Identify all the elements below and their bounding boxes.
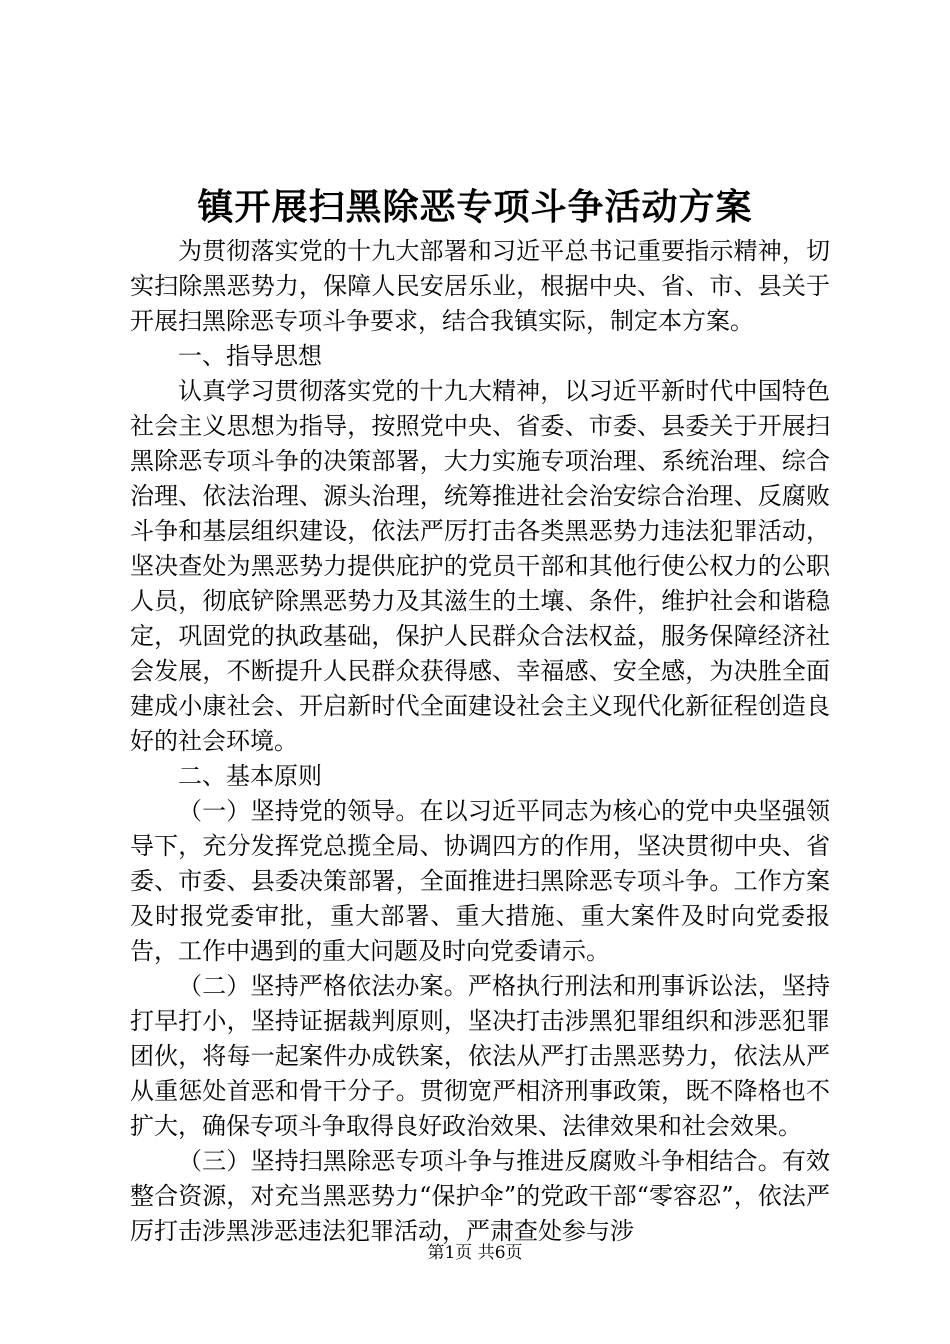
principle-paragraph-3: （三）坚持扫黑除恶专项斗争与推进反腐败斗争相结合。有效整合资源，对充当黑恶势力“保护伞”的党政干部“零容忍”，依法严厉打击涉黑涉恶违法犯罪活动，严肃查处参与涉 <box>130 1147 830 1245</box>
document-title: 镇开展扫黑除恶专项斗争活动方案 <box>197 186 753 228</box>
section-heading-guiding-ideology: 一、指导思想 <box>178 342 322 370</box>
section-heading-basic-principles: 二、基本原则 <box>178 762 322 790</box>
intro-paragraph: 为贯彻落实党的十九大部署和习近平总书记重要指示精神，切实扫除黑恶势力，保障人民安居乐业，根据中央、省、市、县关于开展扫黑除恶专项斗争要求，结合我镇实际，制定本方案。 <box>130 237 830 335</box>
guiding-ideology-paragraph: 认真学习贯彻落实党的十九大精神，以习近平新时代中国特色社会主义思想为指导，按照党中央、省委、市委、县委关于开展扫黑除恶专项斗争的决策部署，大力实施专项治理、系统治理、综合治理、依法治理、源头治理，统筹推进社会治安综合治理、反腐败斗争和基层组织建设，依法严厉打击各类黑恶势力违法犯罪活动，坚决查处为黑恶势力提供庇护的党员干部和其他行使公权力的公职人员，彻底铲除黑恶势力及其滋生的土壤、条件，维护社会和谐稳定，巩固党的执政基础，保护人民群众合法权益，服务保障经济社会发展，不断提升人民群众获得感、幸福感、安全感，为决胜全面建成小康社会、开启新时代全面建设社会主义现代化新征程创造良好的社会环境。 <box>130 377 830 755</box>
principle-paragraph-1: （一）坚持党的领导。在以习近平同志为核心的党中央坚强领导下，充分发挥党总揽全局、协调四方的作用，坚决贯彻中央、省委、市委、县委决策部署，全面推进扫黑除恶专项斗争。工作方案及时报党委审批，重大部署、重大措施、重大案件及时向党委报告，工作中遇到的重大问题及时向党委请示。 <box>130 797 830 965</box>
document-body <box>130 234 830 1249</box>
page-footer: 第1页 共6页 <box>427 1243 523 1263</box>
principle-paragraph-2: （二）坚持严格依法办案。严格执行刑法和刑事诉讼法，坚持打早打小，坚持证据裁判原则，坚决打击涉黑犯罪组织和涉恶犯罪团伙，将每一起案件办成铁案，依法从严打击黑恶势力，依法从严从重惩处首恶和骨干分子。贯彻宽严相济刑事政策，既不降格也不扩大，确保专项斗争取得良好政治效果、法律效果和社会效果。 <box>130 972 830 1140</box>
